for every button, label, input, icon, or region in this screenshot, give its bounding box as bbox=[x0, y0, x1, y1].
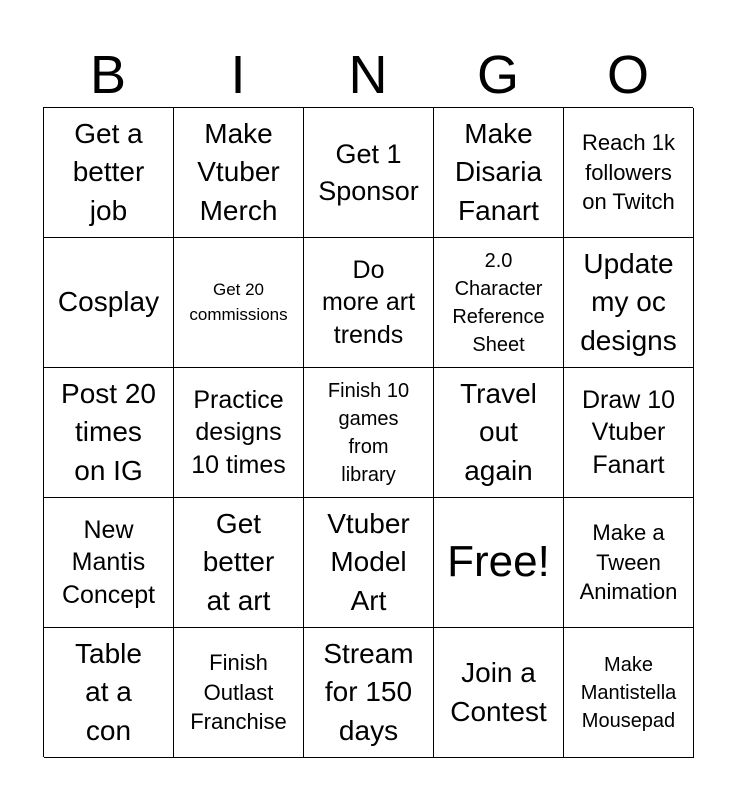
bingo-cell-r1-c3[interactable] bbox=[304, 108, 434, 238]
bingo-cell-text: Get better at art bbox=[202, 507, 275, 616]
header-letter-g: G bbox=[476, 45, 519, 105]
bingo-cell-text: Draw 10 Vtuber Fanart bbox=[581, 385, 676, 479]
bingo-cell-text: Make a Tween Animation bbox=[579, 519, 678, 605]
bingo-cell-r3-c4[interactable] bbox=[434, 368, 564, 498]
bingo-cell-text: Vtuber Model Art bbox=[327, 507, 410, 616]
bingo-cell-r5-c4[interactable] bbox=[434, 628, 564, 758]
bingo-cell-text: Make Mantistella Mousepad bbox=[580, 653, 677, 732]
bingo-cell-text: New Mantis Concept bbox=[61, 515, 156, 609]
bingo-cell-text: Practice designs 10 times bbox=[191, 385, 286, 479]
bingo-cell-text: Get a better job bbox=[72, 117, 145, 226]
bingo-cell-r2-c1[interactable] bbox=[44, 238, 174, 368]
header-letter-i: I bbox=[230, 45, 246, 105]
bingo-cell-r1-c4[interactable] bbox=[434, 108, 564, 238]
bingo-cell-text: Do more art trends bbox=[321, 255, 416, 349]
bingo-cell-text: Finish 10 games from library bbox=[327, 379, 410, 486]
bingo-cell-r3-c3[interactable] bbox=[304, 368, 434, 498]
bingo-cell-text: Cosplay bbox=[57, 286, 160, 318]
bingo-cell-r4-c2[interactable] bbox=[174, 498, 304, 628]
header-letter-o: O bbox=[606, 45, 649, 105]
bingo-header bbox=[43, 44, 693, 106]
bingo-cell-r2-c3[interactable] bbox=[304, 238, 434, 368]
bingo-cell-r5-c2[interactable] bbox=[174, 628, 304, 758]
bingo-cell-text: Get 1 Sponsor bbox=[318, 139, 419, 206]
bingo-cell-text: Join a Contest bbox=[450, 656, 547, 727]
bingo-cell-r4-c3[interactable] bbox=[304, 498, 434, 628]
bingo-cell-r5-c3[interactable] bbox=[304, 628, 434, 758]
bingo-cell-text: Make Disaria Fanart bbox=[454, 117, 543, 226]
bingo-cell-r2-c2[interactable] bbox=[174, 238, 304, 368]
header-letter-b: B bbox=[89, 45, 127, 105]
bingo-cell-r3-c5[interactable] bbox=[564, 368, 694, 498]
bingo-cell-r2-c4[interactable] bbox=[434, 238, 564, 368]
bingo-cell-text: 2.0 Character Reference Sheet bbox=[452, 249, 545, 356]
bingo-cell-r3-c1[interactable] bbox=[44, 368, 174, 498]
bingo-cell-r1-c2[interactable] bbox=[174, 108, 304, 238]
bingo-cell-text: Free! bbox=[447, 537, 550, 587]
bingo-cell-r4-c5[interactable] bbox=[564, 498, 694, 628]
bingo-cell-text: Table at a con bbox=[75, 637, 142, 746]
bingo-cell-text: Stream for 150 days bbox=[323, 637, 414, 746]
bingo-cell-r4-c1[interactable] bbox=[44, 498, 174, 628]
bingo-cell-r5-c1[interactable] bbox=[44, 628, 174, 758]
bingo-cell-r2-c5[interactable] bbox=[564, 238, 694, 368]
bingo-cell-text: Post 20 times on IG bbox=[61, 377, 156, 486]
bingo-cell-text: Update my oc designs bbox=[580, 247, 677, 356]
bingo-cell-r5-c5[interactable] bbox=[564, 628, 694, 758]
bingo-cell-text: Finish Outlast Franchise bbox=[190, 649, 287, 735]
bingo-cell-r3-c2[interactable] bbox=[174, 368, 304, 498]
bingo-cell-r1-c1[interactable] bbox=[44, 108, 174, 238]
bingo-cell-r4-c4[interactable] bbox=[434, 498, 564, 628]
bingo-cell-r1-c5[interactable] bbox=[564, 108, 694, 238]
bingo-board bbox=[43, 107, 693, 757]
bingo-cell-text: Travel out again bbox=[460, 377, 537, 486]
bingo-cell-text: Get 20 commissions bbox=[189, 280, 288, 324]
bingo-cell-text: Make Vtuber Merch bbox=[197, 117, 280, 226]
header-letter-n: N bbox=[348, 45, 388, 105]
bingo-cell-text: Reach 1k followers on Twitch bbox=[582, 129, 675, 215]
